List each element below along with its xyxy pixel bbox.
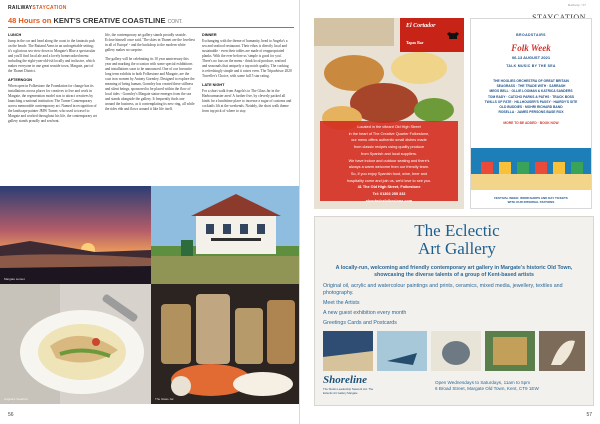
seafood-plate-photo: [0, 284, 151, 404]
ad-line: our menu offers authentic small dishes made: [351, 138, 427, 143]
bull-icon: [446, 30, 460, 40]
el-cortador-ad: [314, 18, 464, 209]
eclectic-gallery-ad: [314, 216, 594, 406]
ad-line: in the heart of The Creative Quarter Folkestone,: [348, 131, 430, 136]
folk-act: THE HOOLIES ORCHESTRA OF GREAT BRITAIN: [493, 79, 569, 83]
gallery-line3: Meet the Artists: [323, 300, 360, 306]
gallery-address-line: 6 Broad Street, Margate Old Town, Kent, CT9 1EW: [435, 386, 539, 391]
folk-week-ad: [470, 18, 592, 209]
ad-phone: Tel: 01303 255 333: [372, 192, 406, 197]
page-number-right: 57: [586, 412, 592, 418]
article-title: [8, 16, 294, 28]
folk-act: OLD BUDDIES · MOHRI RICHARD BAND: [499, 105, 563, 110]
page-number-left: 56: [8, 412, 14, 418]
folk-act: TWILLS OF FATE · HILLHOUSER'S PASSY · HAIRDY'S SITE: [484, 99, 578, 104]
column-paragraph: For a short walk from Angela's to The Glass Jar in the Harbourmaster area! A further five, by cleverly packed all kinds for a lunchtime place to increase a sugar of customs and cocktails lift at the weekends. Notably, the short walk theme from top pick of where to stay.: [202, 89, 292, 113]
masthead-small: Railway / 57: [568, 3, 586, 7]
gallery-line4: A new guest exhibition every month: [323, 310, 407, 316]
jars-image: [151, 284, 300, 404]
sunset-image: [0, 186, 151, 284]
gallery-hours-line: Open Wednesdays to Saturdays, 11am to 5pm: [435, 380, 531, 385]
title-tag: CONT.: [167, 19, 183, 25]
folk-act: MORE TO BE ADDED · BOOK NOW: [503, 121, 559, 126]
ad-line: So, if you enjoy Spanish food, wine, beer and: [350, 171, 428, 176]
title-main: KENT'S CREATIVE COASTLINE: [53, 16, 166, 25]
folk-acts-list: [477, 79, 585, 127]
article-column-1: [8, 33, 98, 183]
gallery-hours: [435, 380, 583, 392]
ad-line: We have indoor and outdoor seating and there's: [348, 158, 430, 163]
column-paragraph: The gallery will be celebrating its 10 year anniversary this year and marking the occasion with some special exhibitions and installations soon to be announced. One of our favourite long term exhibits in both Folkestone and Margate, are the coat iron women by Antony Gormley. Designed to explore the meaning of being human, Gormley has created these stillness and silent beings, sponsored to be placed within the flow of local tides - Gormley's Margate statue emerges from the sea and stands alongside the gallery. It frequently finds one around the business, as it contemplating its new ring, all while the tides ebb and flows around it like life itself.: [105, 57, 195, 111]
ad-line: from classic recipes using quality produce: [353, 145, 425, 150]
folk-act: FESTIVAL WEEK: WORKSHOPS AND DAY TICKETS: [494, 196, 568, 200]
folk-top-line: BROADSTAIRS: [516, 33, 546, 37]
folk-subtitle: TALK MUSIC BY THE SEA: [506, 64, 556, 68]
photo-credit: The Glass Jar: [155, 397, 174, 401]
photo-credit: Angela's Seafood: [4, 397, 28, 401]
article-column-2: [105, 33, 195, 183]
folk-act: MEGS BELL · OLLIE LOOMAN & KATRICA SANDERS: [489, 89, 573, 94]
column-heading: AFTERNOON: [8, 78, 33, 82]
article-column-3: [202, 33, 292, 183]
column-paragraph: Jump in the car and head along the coast to the fantastic pub on the beach: The Rattand Arms in an unforgettable setting; it's a glorious sea view down to Margate's Blue a spectacular and you'll find local ale and a lovely homecooked menu including the eight-year-old-ish locally and inclusive, which makes everyone in one great seaside town, Margate, part of the Thanet District.: [8, 39, 96, 73]
folk-beach-illustration: [471, 148, 592, 190]
column-heading: DINNER: [202, 33, 217, 37]
ad-line: always a warm welcome from our friendly team.: [348, 165, 430, 170]
logo-sub: Tapas Bar: [406, 40, 424, 45]
folk-act: ROSELLA · JAMES PERSONS BASE ROX: [498, 110, 564, 115]
plate-image: [0, 284, 151, 404]
shoreline-logo: Shoreline: [323, 374, 368, 386]
column-heading: LATE NIGHT: [202, 83, 225, 87]
ad-website: elcortadorfolkestone.com: [365, 198, 413, 203]
running-head: [8, 5, 67, 11]
gallery-art-strip: [323, 331, 585, 371]
gallery-title-line1: The Eclectic: [414, 221, 500, 240]
column-paragraph: Exchanging with the theme of humanity, head to Angela's a sea and seafood restaurant. Their ethos is directly local and sustainable - even their tables are made of reappropriated planks. With the ever before us 'simple is good for you'. There's no fuss on the menu - think local produce, seafood and seasonals that uniquely a top notch quality. The cooking is refreshingly simple and it raises even. The Tripadvisor 2020 Traveller's Choice, with some full 5 star rating.: [202, 39, 292, 78]
running-head-brand: STAYCATION: [32, 5, 67, 11]
sweet-jars-photo: [151, 284, 300, 404]
pub-image: [151, 186, 300, 284]
running-head-pre: RAILWAY: [8, 5, 33, 11]
ad-line: hospitality come and join us, we'd love to see you.: [346, 178, 432, 183]
right-page: [300, 0, 600, 424]
folk-act: TOM RADY · CATCHO PARKS & PATHS · TRACK BOSS: [487, 94, 575, 99]
el-cortador-logo: [400, 18, 464, 52]
gallery-intro: A locally-run, welcoming and friendly contemporary art gallery in Margate's historic Old Town, showcasing the diverse talents of a group of Kent-based artists: [335, 265, 573, 278]
folk-act: WITH OUR INTERNAL STATIONS: [507, 200, 555, 204]
shoreline-sub: The Studio Leadership Network Ltd. The Eclectic Art Gallery Margate: [323, 387, 374, 395]
folk-date: 06-13 AUGUST 2021: [511, 55, 551, 60]
logo-name: El Cortador: [406, 23, 436, 29]
artwork-thumbnails: [323, 331, 585, 371]
photo-credit: Margate sunset: [4, 277, 25, 281]
el-cortador-textbox: [320, 121, 458, 201]
column-paragraph: life, the contemporary art gallery stands proudly seaside. Eclose himself once said, 'The skies in Thanet are the loveliest in all of Europe' - and the backdrop to the modern white gallery makes no surprise.: [105, 33, 195, 52]
sunset-photo: [0, 186, 151, 284]
gallery-line5: Greetings Cards and Postcards: [323, 320, 397, 326]
ad-line: Located in the vibrant Old High Street: [357, 125, 421, 129]
gallery-line2: Original oil, acrylic and watercolour paintings and prints, ceramics, mixed media, jewellery, textiles and photography.: [323, 283, 563, 296]
folk-footer: [475, 196, 587, 204]
title-accent: 48 Hours on: [8, 16, 52, 25]
folk-title: Folk Week: [511, 43, 551, 53]
column-heading: LUNCH: [8, 33, 22, 37]
pub-photo: [151, 186, 300, 284]
folk-act: SEAGRASS · THE TRADE WITH · SARRASH: [496, 84, 566, 89]
ad-line: from Spanish and local suppliers.: [361, 151, 417, 156]
gallery-title-line2: Art Gallery: [418, 239, 496, 258]
ad-address: 41 The Old High Street, Folkestone: [357, 185, 421, 190]
column-paragraph: When open in Folkestone the Foundation for change has its installations across places for creatives to live and work in Margate, the regeneration model was to attract creatives by launching a national institution: The Turner Contemporary across memorable contemporary art. Named in recognition of the landscape painter JMW Turner, who used to travel to Margate and worked throughout his life, the contemporary art gallery stands proudly and seafront.: [8, 84, 97, 123]
